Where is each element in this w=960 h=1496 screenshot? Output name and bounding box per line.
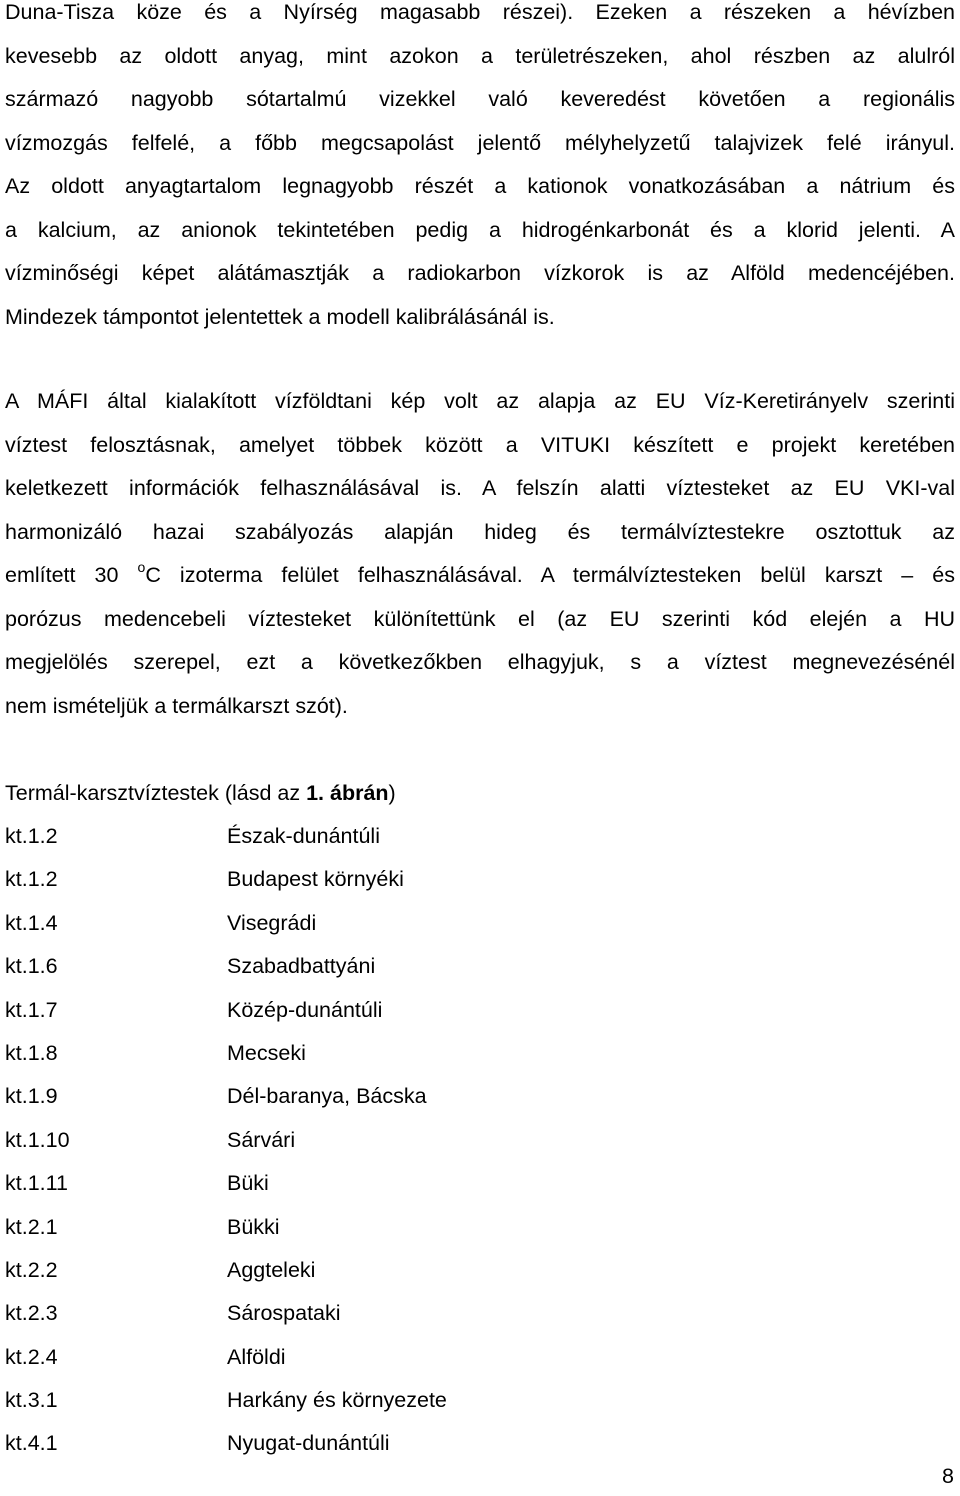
water-body-name: Dél-baranya, Bácska: [227, 1084, 427, 1109]
list-heading: [5, 772, 396, 816]
water-body-name: Nyugat-dunántúli: [227, 1431, 390, 1456]
paragraph-water-body-division: [5, 380, 955, 728]
text-line: keletkezett információk felhasználásával is. A felszín alatti víztesteket az EU VKI-val: [5, 476, 955, 500]
heading-text: ): [388, 781, 396, 805]
water-body-name: Szabadbattyáni: [227, 954, 376, 979]
degree-superscript: o: [137, 558, 146, 575]
list-item: [5, 1119, 705, 1162]
water-body-code: kt.1.2: [5, 824, 58, 848]
water-body-name: Sárvári: [227, 1127, 296, 1152]
water-body-name: Büki: [227, 1171, 269, 1196]
text-line: vízminőségi képet alátámasztják a radiokarbon vízkorok is az Alföld medencéjében.: [5, 261, 955, 285]
text-line: Az oldott anyagtartalom legnagyobb részét a kationok vonatkozásában a nátrium és: [5, 174, 955, 198]
list-item: [5, 1206, 705, 1249]
list-item: [5, 1075, 705, 1118]
water-body-name: Mecseki: [227, 1040, 306, 1065]
heading-text: Termál-karsztvíztestek (lásd az: [5, 781, 307, 805]
water-body-name: Budapest környéki: [227, 867, 404, 892]
water-body-code: kt.1.10: [5, 1127, 70, 1152]
list-item: [5, 1292, 705, 1335]
list-item: [5, 945, 705, 988]
water-body-name: Közép-dunántúli: [227, 997, 383, 1022]
water-body-code: kt.1.9: [5, 1084, 58, 1109]
water-body-code: kt.4.1: [5, 1431, 58, 1456]
text-line: nem ismételjük a termálkarszt szót).: [5, 693, 348, 718]
text-line: megjelölés szerepel, ezt a következőkben elhagyjuk, s a víztest megnevezésénél: [5, 650, 955, 674]
paragraph-hydrochemistry: [5, 0, 955, 339]
text-line: A MÁFI által kialakított vízföldtani kép volt az alapja az EU Víz-Keretirányelv szerinti: [5, 389, 955, 413]
water-body-code: kt.2.2: [5, 1257, 58, 1282]
text-line: Mindezek támpontot jelentettek a modell kalibrálásánál is.: [5, 304, 555, 329]
text-line: [5, 554, 955, 598]
text-line: Duna-Tisza köze és a Nyírség magasabb részei). Ezeken a részeken a hévízben: [5, 0, 955, 24]
text-line: kevesebb az oldott anyag, mint azokon a területrészeken, ahol részben az alulról: [5, 43, 955, 68]
text-line: víztest felosztásnak, amelyet többek között a VITUKI készített e projekt keretében: [5, 432, 955, 457]
text-line: harmonizáló hazai szabályozás alapján hideg és termálvíztestekre osztottuk az: [5, 519, 955, 544]
text-segment: C izoterma felület felhasználásával. A termálvíztesteken belül karszt – és: [145, 563, 955, 587]
text-line: származó nagyobb sótartalmú vizekkel való keveredést követően a regionális: [5, 87, 955, 111]
water-body-name: Harkány és környezete: [227, 1388, 447, 1413]
water-body-code: kt.2.4: [5, 1344, 58, 1369]
water-body-code: kt.1.8: [5, 1040, 58, 1065]
water-body-code: kt.1.4: [5, 910, 58, 935]
water-body-code: kt.2.1: [5, 1214, 58, 1239]
figure-reference: 1. ábrán: [306, 781, 389, 805]
list-item: [5, 1336, 705, 1379]
list-item: [5, 1032, 705, 1075]
list-item: [5, 858, 705, 901]
list-item: [5, 1249, 705, 1292]
water-body-name: Észak-dunántúli: [227, 824, 380, 848]
water-body-name: Alföldi: [227, 1344, 286, 1369]
text-segment: említett 30: [5, 563, 138, 587]
water-body-list: [5, 815, 705, 1466]
water-body-code: kt.1.11: [5, 1171, 68, 1196]
water-body-name: Aggteleki: [227, 1257, 316, 1282]
water-body-code: kt.3.1: [5, 1388, 58, 1413]
list-item: [5, 1162, 705, 1205]
page-number: 8: [942, 1464, 954, 1488]
text-line: vízmozgás felfelé, a főbb megcsapolást jelentő mélyhelyzetű talajvizek felé irányul.: [5, 130, 955, 155]
water-body-name: Sárospataki: [227, 1301, 341, 1326]
list-item: [5, 815, 705, 858]
list-item: [5, 1379, 705, 1422]
list-item: [5, 902, 705, 945]
water-body-name: Bükki: [227, 1214, 280, 1239]
list-item: [5, 989, 705, 1032]
text-line: porózus medencebeli víztesteket különítettünk el (az EU szerinti kód elején a HU: [5, 606, 955, 631]
water-body-code: kt.1.6: [5, 954, 58, 979]
water-body-code: kt.1.2: [5, 867, 58, 892]
text-line: a kalcium, az anionok tekintetében pedig a hidrogénkarbonát és a klorid jelenti. A: [5, 217, 955, 242]
water-body-code: kt.1.7: [5, 997, 58, 1022]
list-item: [5, 1422, 705, 1465]
water-body-name: Visegrádi: [227, 910, 317, 935]
water-body-code: kt.2.3: [5, 1301, 58, 1326]
